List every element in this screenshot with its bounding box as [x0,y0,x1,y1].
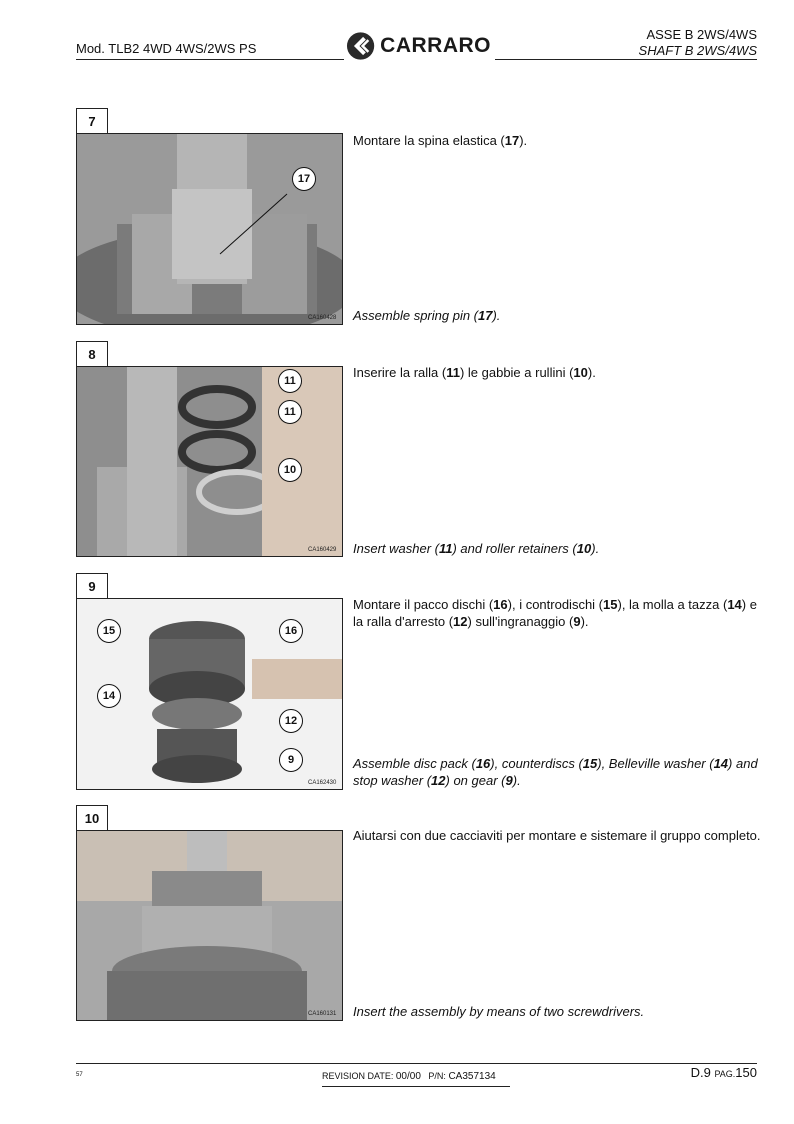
step-photo [76,366,343,557]
carraro-logo-icon [346,31,375,61]
page-label: PAG. [714,1069,736,1079]
revision-info [322,1071,496,1082]
step-text-en: Insert washer (11) and roller retainers (10). [353,541,600,556]
callout-14: 14 [97,684,121,708]
footer-code: 57 [76,1072,83,1078]
step-number: 9 [76,573,108,599]
photo-code: CA162430 [308,780,337,786]
callout-9: 9 [279,748,303,772]
step-number: 10 [76,805,108,831]
step-text-en: Assemble disc pack (16), counterdiscs (15), Belleville washer (14) and stop washer (12) on gear (9). [353,756,758,788]
step-text-en: Assemble spring pin (17). [353,308,501,323]
revision-underline [322,1086,510,1087]
footer-rule [76,1063,757,1064]
page-indicator [691,1065,757,1080]
step-text-it: Aiutarsi con due cacciaviti per montare e sistemare il gruppo completo. [353,828,761,843]
callout-11: 11 [278,369,302,393]
photo-code: CA160131 [308,1011,337,1017]
callout-16: 16 [279,619,303,643]
revision-label: REVISION DATE: [322,1071,394,1081]
photo-code: CA160429 [308,547,337,553]
section-title-it: ASSE B 2WS/4WS [646,27,757,42]
page-number: 150 [735,1065,757,1080]
header-rule-right [495,59,757,60]
callout-10: 10 [278,458,302,482]
callout-15: 15 [97,619,121,643]
pn-label: P/N: [428,1071,446,1081]
step-photo [76,830,343,1021]
step-number: 8 [76,341,108,367]
step-text-en: Insert the assembly by means of two screwdrivers. [353,1004,645,1019]
revision-value: 00/00 [395,1071,421,1082]
callout-12: 12 [279,709,303,733]
step-text-it: Inserire la ralla (11) le gabbie a rullini (10). [353,365,596,380]
brand-logo [346,28,491,64]
section-title-en: SHAFT B 2WS/4WS [638,43,757,58]
model-label: Mod. TLB2 4WD 4WS/2WS PS [76,41,257,56]
step-number: 7 [76,108,108,134]
pn-value: CA357134 [448,1071,496,1082]
callout-17: 17 [292,167,316,191]
section-number: D.9 [690,1065,711,1080]
step-text-it: Montare la spina elastica (17). [353,133,528,148]
photo-code: CA160428 [308,315,337,321]
step-photo [76,133,343,325]
step-text-it: Montare il pacco dischi (16), i controdischi (15), la molla a tazza (14) e la ralla d'arresto (12) sull'ingranaggio (9). [353,597,757,629]
brand-name: CARRARO [380,34,491,57]
callout-11: 11 [278,400,302,424]
header-rule-left [76,59,344,60]
